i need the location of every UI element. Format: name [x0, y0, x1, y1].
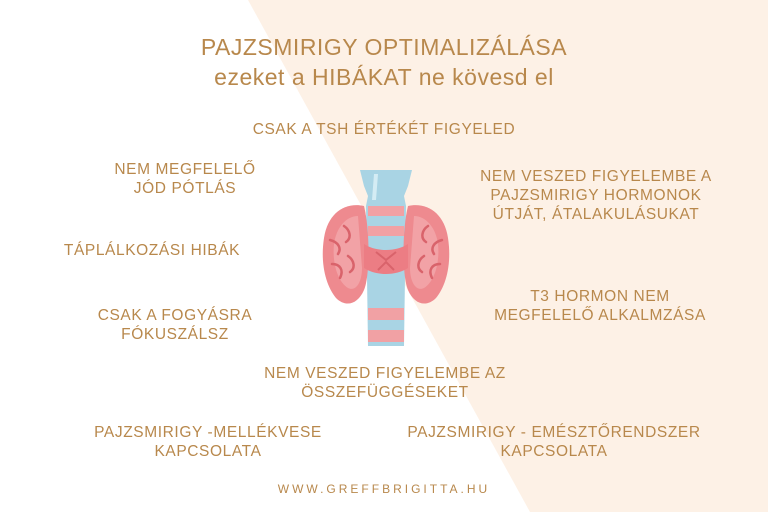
mistake-adrenal-line2: KAPCSOLATA: [154, 443, 262, 460]
mistake-iodine: [90, 160, 280, 198]
mistake-adrenal-line1: PAJZSMIRIGY -MELLÉKVESE: [94, 424, 322, 441]
mistake-nutrition: [44, 241, 260, 260]
mistake-hormone-path-line2: PAJZSMIRIGY HORMONOK: [490, 187, 702, 204]
mistake-digestive-line1: PAJZSMIRIGY - EMÉSZTŐRENDSZER: [407, 424, 701, 441]
mistake-digestive: [396, 423, 712, 461]
mistake-t3: [480, 287, 720, 325]
mistake-iodine-line1: NEM MEGFELELŐ: [114, 161, 256, 178]
mistake-hormone-path-line1: NEM VESZED FIGYELEMBE A: [480, 168, 712, 185]
thyroid-gland-icon: [318, 160, 454, 346]
page-subtitle: ezeket a HIBÁKAT ne kövesd el: [214, 64, 554, 90]
mistake-hormone-path-line3: ÚTJÁT, ÁTALAKULÁSUKAT: [492, 206, 700, 223]
website-footer: WWW.GREFFBRIGITTA.HU: [277, 482, 491, 496]
mistake-tsh-only: [0, 120, 768, 139]
mistake-weightloss-line2: FÓKUSZÁLSZ: [121, 326, 229, 343]
mistake-nutrition-text: TÁPLÁLKOZÁSI HIBÁK: [63, 242, 241, 259]
mistake-weightloss: [80, 306, 270, 344]
mistake-connections-line1: NEM VESZED FIGYELEMBE AZ: [264, 365, 506, 382]
mistake-tsh-text: CSAK A TSH ÉRTÉKÉT FIGYELED: [252, 121, 516, 138]
mistake-adrenal: [80, 423, 336, 461]
page-title: PAJZSMIRIGY OPTIMALIZÁLÁSA: [200, 34, 568, 60]
mistake-digestive-line2: KAPCSOLATA: [500, 443, 608, 460]
mistake-weightloss-line1: CSAK A FOGYÁSRA: [97, 307, 253, 324]
mistake-connections-line2: ÖSSZEFÜGGÉSEKET: [301, 384, 469, 401]
mistake-t3-line1: T3 HORMON NEM: [530, 288, 670, 305]
mistake-hormone-path: [466, 167, 726, 224]
mistake-t3-line2: MEGFELELŐ ALKALMZÁSA: [494, 307, 706, 324]
mistake-connections: [240, 364, 530, 402]
mistake-iodine-line2: JÓD PÓTLÁS: [133, 180, 237, 197]
